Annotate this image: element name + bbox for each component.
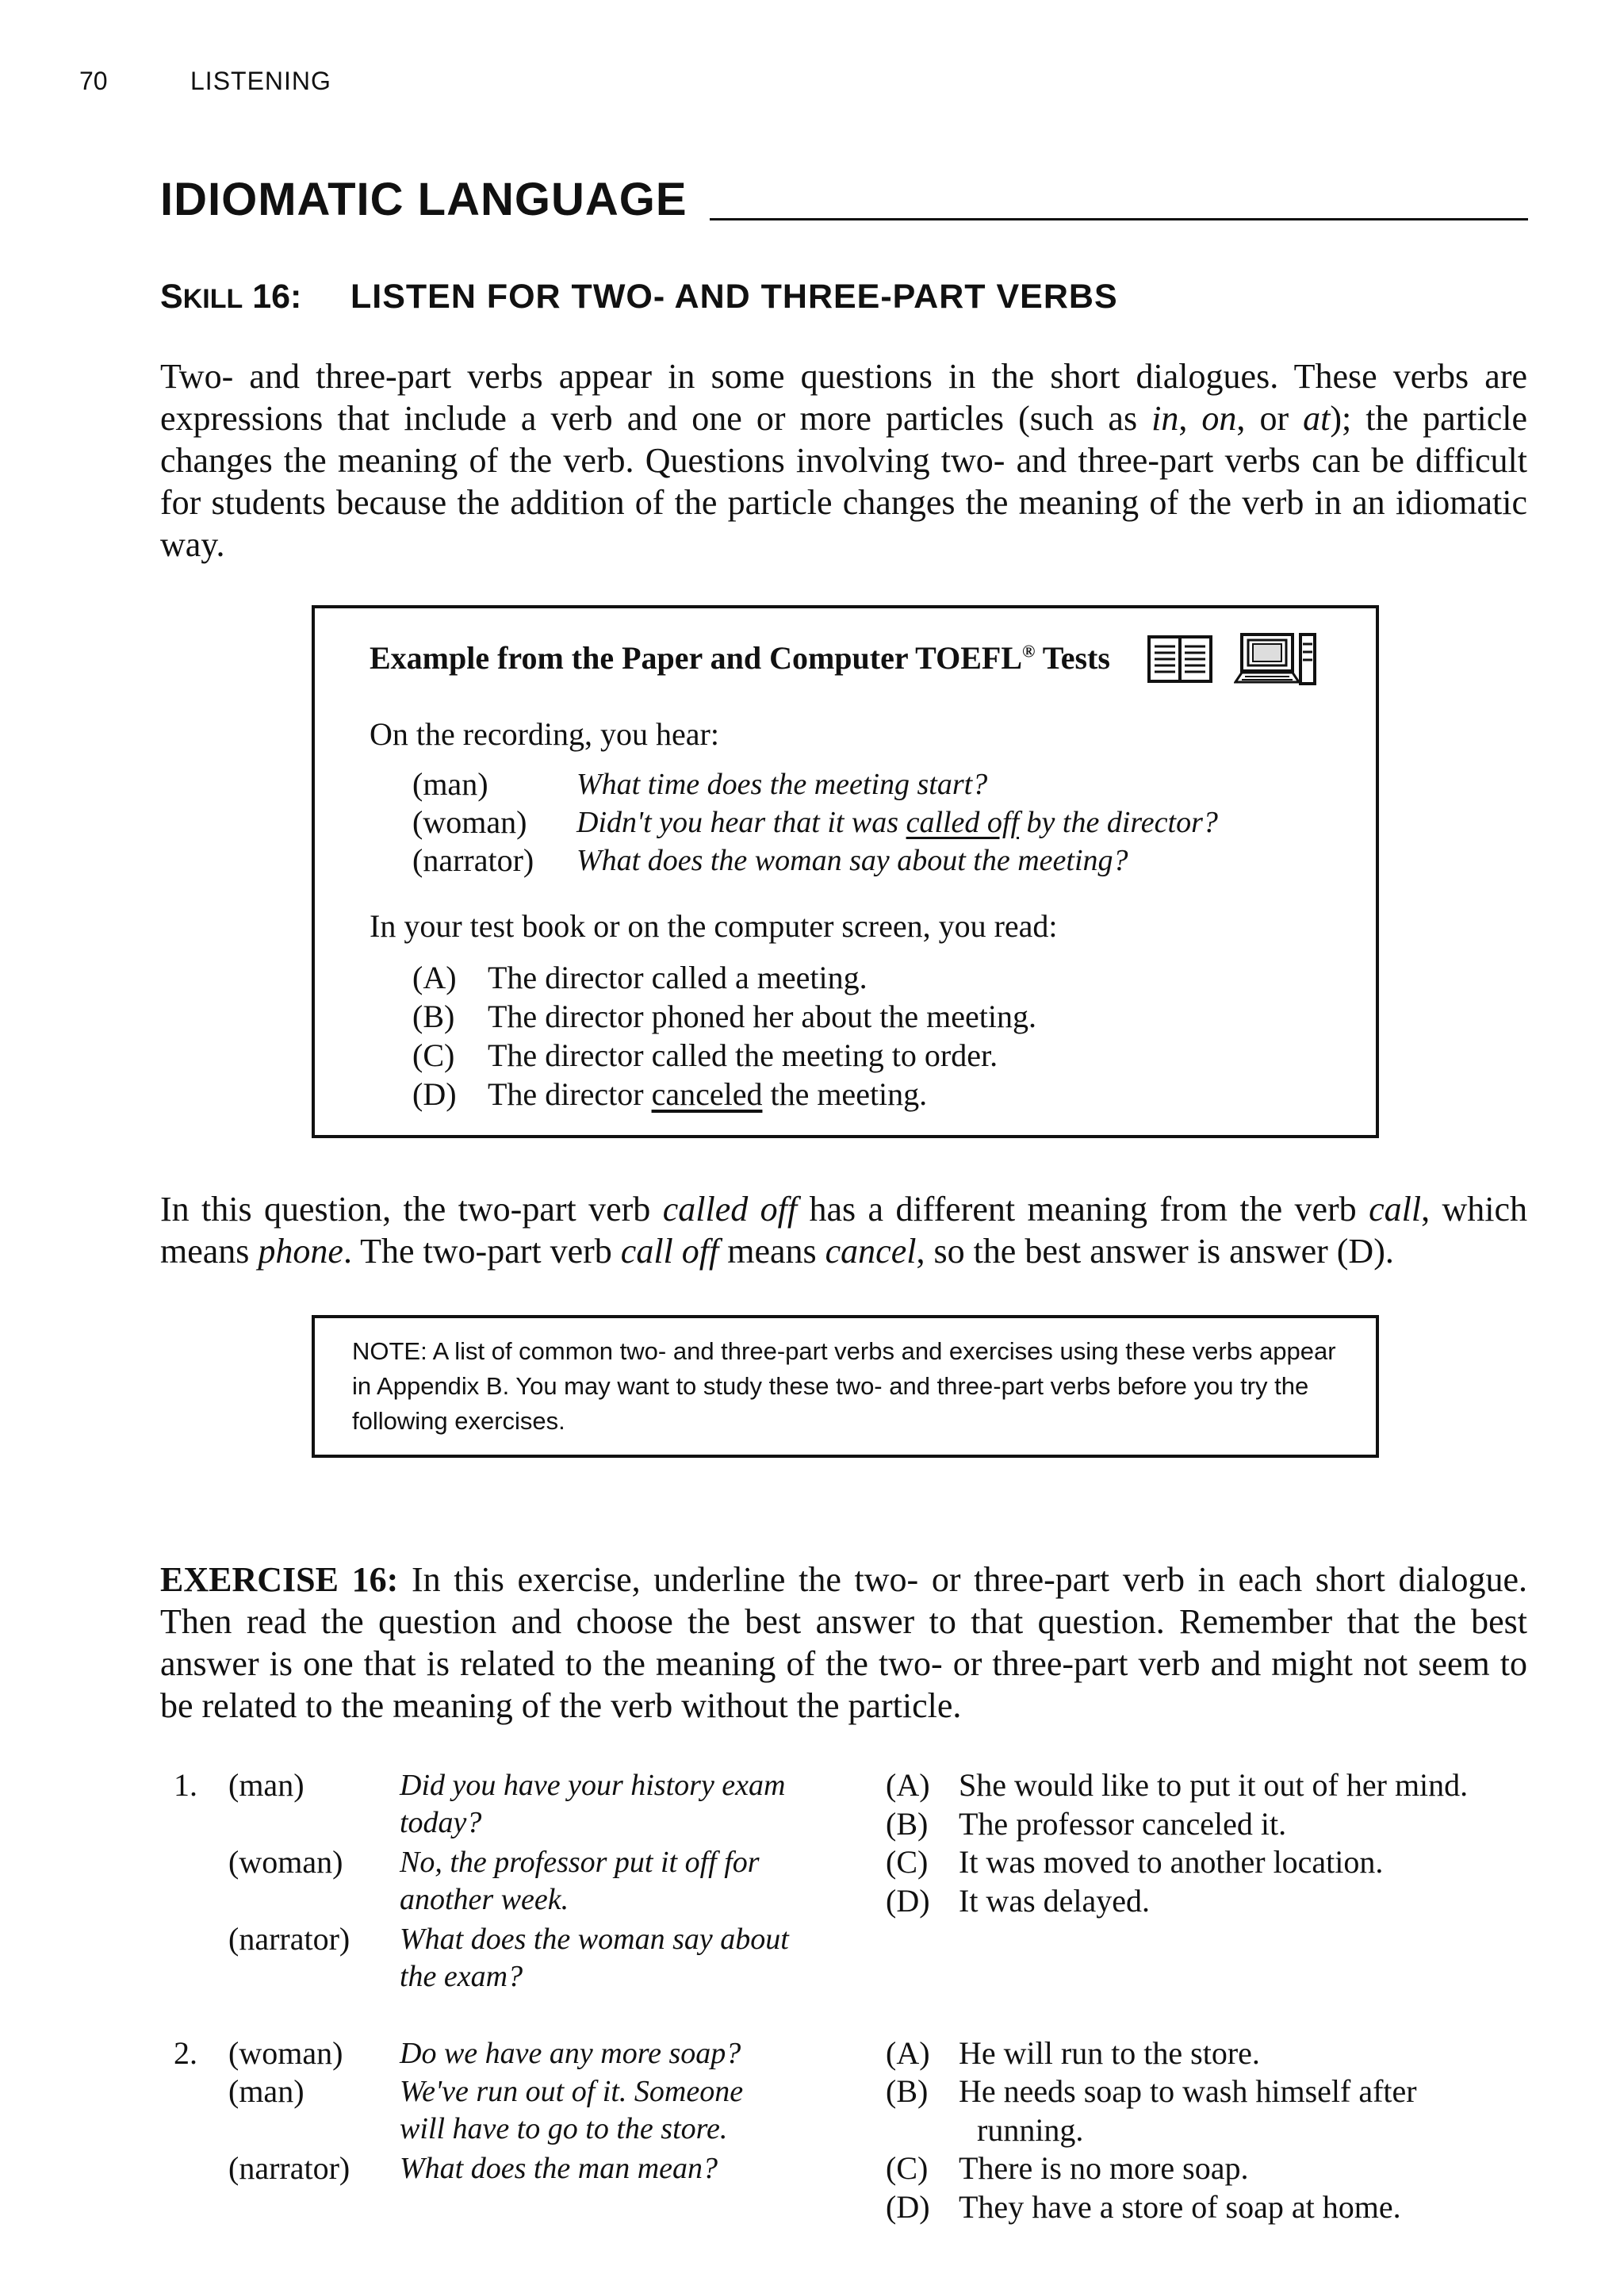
option-letter: (A) (412, 960, 457, 995)
question-line-cont: another week. (400, 1883, 569, 1916)
question-speaker: (narrator) (228, 1921, 350, 1957)
question-number: 2. (174, 2035, 197, 2071)
section-title: IDIOMATIC LANGUAGE (160, 174, 688, 225)
dialogue-speaker: (narrator) (412, 842, 534, 878)
option-text-cont: running. (977, 2112, 1084, 2148)
question-speaker: (woman) (228, 1844, 343, 1880)
option-text: There is no more soap. (959, 2150, 1249, 2186)
option-text: He will run to the store. (959, 2035, 1260, 2071)
option-letter: (B) (886, 1806, 929, 1842)
note-text: NOTE: A list of common two- and three-part verbs and exercises using these verbs appear in Appendix B. You may want to study these two- and three-part verbs before you try the following exercises. (352, 1337, 1336, 1435)
option-letter: (A) (886, 1767, 930, 1803)
option-letter: (D) (886, 2189, 930, 2225)
option-text: It was delayed. (959, 1883, 1151, 1919)
question-line-cont: today? (400, 1806, 482, 1839)
underlined-phrase: called off (906, 806, 1020, 839)
option-text: The professor canceled it. (959, 1806, 1287, 1842)
intro-paragraph: Two- and three-part verbs appear in some questions in the short dialogues. These verbs are expressions that include a verb and one or more particles (such as in, on, or at); the particle changes the meaning of the verb. Questions involving two- and three-part verbs can be difficult for students because the addition of the particle changes the meaning of the verb in an idiomatic way. (160, 357, 1528, 564)
option-letter: (C) (886, 1844, 929, 1880)
exercise-label: EXERCISE 16: (160, 1560, 399, 1599)
skill-label (160, 278, 301, 316)
running-head: LISTENING (190, 67, 331, 95)
example-heading: Example from the Paper and Computer TOEFL® Tests (370, 640, 1110, 676)
question-number: 1. (174, 1767, 197, 1803)
explanation-paragraph: In this question, the two-part verb called off has a different meaning from the verb call, which means phone. The two-part verb call off means cancel, so the best answer is answer (D). (160, 1190, 1528, 1271)
section-title-rule (710, 218, 1528, 220)
exercise-instructions: EXERCISE 16: In this exercise, underline the two- or three-part verb in each short dialogue. Then read the question and choose the best answer to that question. Remember that the best answer is one that is related to the meaning of the two- or three-part verb and might not seem to be related to the meaning of the verb without the particle. (160, 1560, 1527, 1725)
question-line-cont: the exam? (400, 1960, 523, 1993)
option-text: It was moved to another location. (959, 1844, 1384, 1880)
question-speaker: (man) (228, 1767, 304, 1803)
question-line: What does the woman say about (400, 1923, 789, 1956)
option-text: The director called a meeting. (488, 960, 868, 995)
dialogue-line: What does the woman say about the meeting? (576, 844, 1128, 877)
question-speaker: (man) (228, 2073, 304, 2109)
option-letter: (B) (886, 2073, 929, 2109)
option-text: They have a store of soap at home. (959, 2189, 1401, 2225)
option-letter: (D) (412, 1076, 457, 1112)
option-letter: (C) (412, 1037, 455, 1073)
question-line: Do we have any more soap? (400, 2037, 741, 2070)
dialogue-line: What time does the meeting start? (576, 768, 988, 801)
option-text: The director phoned her about the meeting. (488, 999, 1036, 1034)
question-line: What does the man mean? (400, 2152, 718, 2185)
option-text: She would like to put it out of her mind. (959, 1767, 1469, 1803)
hear-label: On the recording, you hear: (370, 716, 719, 752)
question-line: No, the professor put it off for (400, 1846, 760, 1879)
skill-label-cap: S (160, 278, 183, 316)
paper-test-icon (1147, 635, 1212, 683)
skill-label-rest: KILL (182, 284, 243, 314)
option-text: The director called the meeting to order. (488, 1037, 998, 1073)
dialogue-line: Didn't you hear that it was called off by the director? (576, 806, 1218, 839)
option-text: The director canceled the meeting. (488, 1076, 928, 1112)
option-letter: (A) (886, 2035, 930, 2071)
question-speaker: (narrator) (228, 2150, 350, 2186)
question-line: We've run out of it. Someone (400, 2075, 744, 2108)
dialogue-speaker: (woman) (412, 804, 527, 840)
read-label: In your test book or on the computer screen, you read: (370, 908, 1058, 944)
dialogue-speaker: (man) (412, 766, 488, 802)
skill-title: LISTEN FOR TWO- AND THREE-PART VERBS (350, 278, 1118, 316)
underlined-answer: canceled (651, 1076, 763, 1112)
option-letter: (D) (886, 1883, 930, 1919)
option-text: He needs soap to wash himself after (959, 2073, 1417, 2109)
option-letter: (C) (886, 2150, 929, 2186)
question-line: Did you have your history exam (400, 1769, 786, 1802)
question-speaker: (woman) (228, 2035, 343, 2071)
page-number: 70 (79, 67, 108, 95)
computer-test-icon (1234, 633, 1316, 685)
option-letter: (B) (412, 999, 455, 1034)
question-line-cont: will have to go to the store. (400, 2112, 728, 2145)
skill-number: 16: (252, 278, 302, 316)
